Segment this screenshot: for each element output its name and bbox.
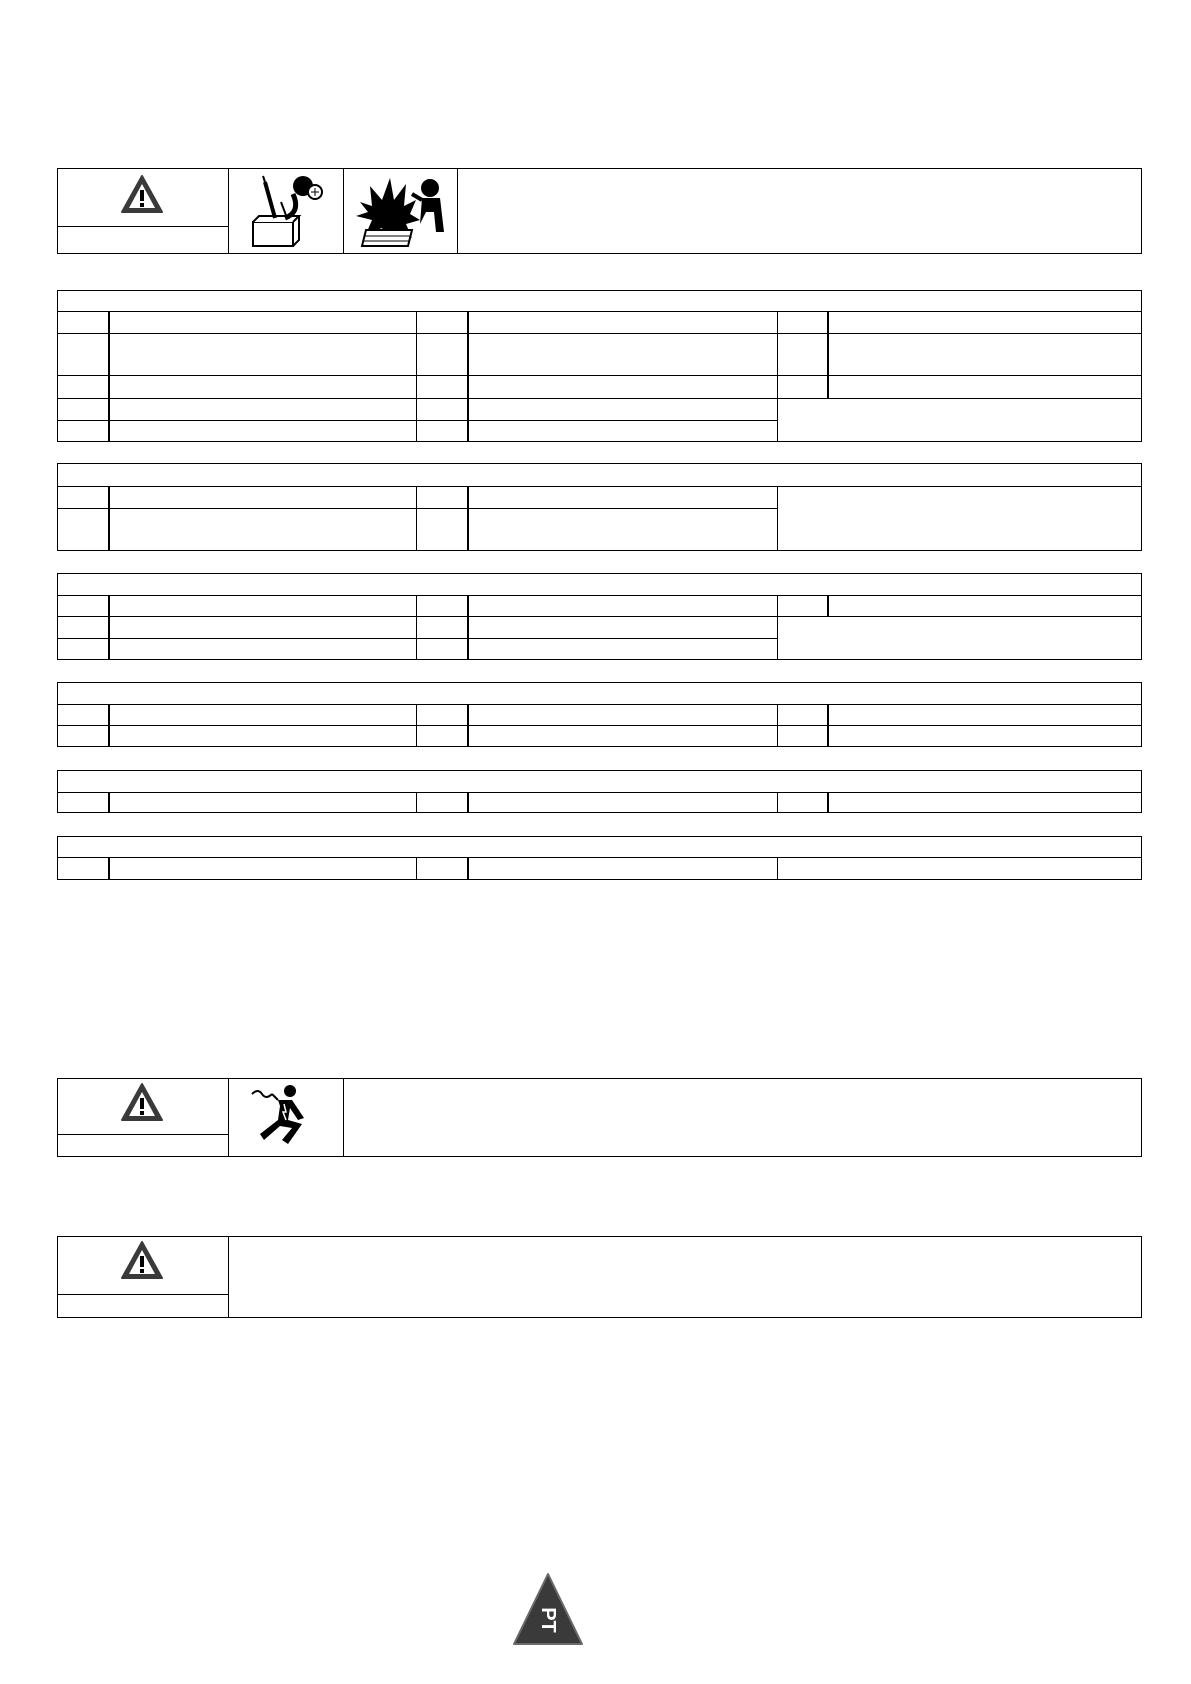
- column-divider: [416, 311, 417, 442]
- column-divider: [827, 595, 829, 616]
- table-header-divider: [57, 486, 1142, 487]
- language-badge-triangle-icon: [510, 1572, 586, 1648]
- parts-table-2: [57, 463, 1142, 551]
- warning-triangle-icon: [120, 174, 164, 214]
- divider: [228, 1236, 229, 1318]
- column-divider: [467, 857, 469, 879]
- column-divider: [827, 704, 829, 747]
- column-divider: [777, 486, 778, 551]
- divider: [228, 168, 229, 254]
- column-divider: [108, 857, 110, 879]
- column-divider: [108, 704, 110, 747]
- column-divider: [416, 792, 417, 813]
- column-divider: [777, 595, 778, 660]
- warning-panel-general: [57, 1236, 1142, 1318]
- column-divider: [108, 486, 110, 551]
- row-divider: [57, 725, 1142, 726]
- column-divider: [416, 595, 417, 660]
- column-divider: [777, 857, 778, 879]
- divider: [343, 1078, 344, 1157]
- divider: [57, 226, 228, 227]
- table-bottom-border: [57, 879, 1142, 880]
- column-divider: [416, 704, 417, 747]
- explosion-hazard-icon: [352, 172, 452, 250]
- parts-table-4: [57, 682, 1142, 747]
- column-divider: [827, 311, 829, 398]
- column-divider: [416, 486, 417, 551]
- row-divider: [57, 508, 777, 509]
- column-divider: [467, 704, 469, 747]
- row-divider: [57, 333, 1142, 334]
- table-header-divider: [57, 857, 1142, 858]
- divider: [228, 1078, 229, 1157]
- column-divider: [467, 311, 469, 442]
- row-divider: [57, 398, 1142, 399]
- warning-triangle-icon: [120, 1082, 164, 1122]
- column-divider: [777, 704, 778, 747]
- table-header-divider: [57, 792, 1142, 793]
- divider: [457, 168, 458, 254]
- divider: [57, 1134, 228, 1135]
- parts-table-6: [57, 836, 1142, 880]
- table-header-divider: [57, 311, 1142, 312]
- battery-acid-hazard-icon: [245, 172, 327, 250]
- column-divider: [108, 792, 110, 813]
- column-divider: [108, 311, 110, 442]
- divider: [57, 1294, 228, 1295]
- column-divider: [467, 792, 469, 813]
- warning-triangle-icon: [120, 1240, 164, 1280]
- table-header-divider: [57, 704, 1142, 705]
- row-divider: [57, 420, 777, 421]
- row-divider: [57, 638, 777, 639]
- table-header-divider: [57, 595, 1142, 596]
- divider: [343, 168, 344, 254]
- row-divider: [57, 375, 1142, 376]
- column-divider: [467, 595, 469, 660]
- warning-panel-electric: [57, 1078, 1142, 1157]
- column-divider: [827, 792, 829, 813]
- electric-shock-icon: [248, 1084, 326, 1150]
- row-divider: [57, 616, 1142, 617]
- warning-panel-battery: [57, 168, 1142, 254]
- table-left-border: [57, 857, 58, 879]
- column-divider: [467, 486, 469, 551]
- column-divider: [777, 311, 778, 442]
- column-divider: [416, 857, 417, 879]
- column-divider: [108, 595, 110, 660]
- column-divider: [777, 792, 778, 813]
- language-code: PT: [537, 1607, 559, 1633]
